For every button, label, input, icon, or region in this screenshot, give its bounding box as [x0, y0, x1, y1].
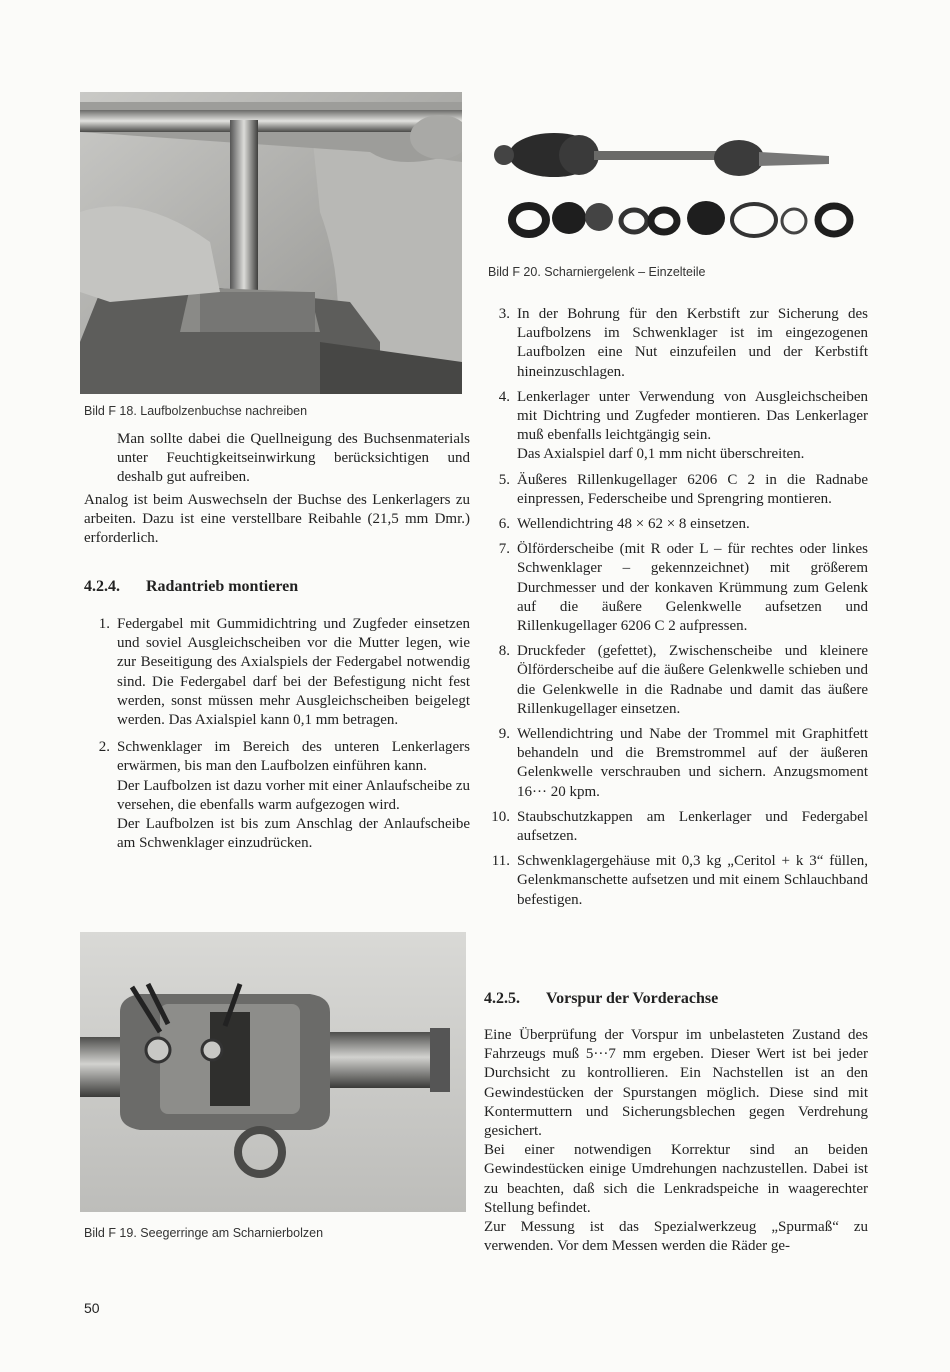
left-intro-paragraph-1: Man sollte dabei die Quellneigung des Buchsenmaterials unter Feuchtigkeitseinwirkung berücksichtigen und deshalb gut aufreiben.: [117, 431, 470, 486]
step-number: 6.: [498, 516, 510, 533]
step-text: Wellendichtring und Nabe der Trommel mit Graphitfett behandeln und die Bremstrommel auf der äußeren Gelenkwelle verschrauben und sichern. Anzugsmoment 16··· 20 kpm.: [517, 726, 868, 800]
step-text: Federgabel mit Gummidichtring und Zugfeder einsetzen und soviel Ausgleichscheiben vor die Mutter legen, wie zur Beseitigung des Axialspiels der Federgabel notwendig sind. Die Federgabel darf bei der Befestigung nicht fest werden, sonst müssen mehr Ausgleichscheiben beigelegt werden. Das Axialspiel kann 0,1 mm betragen.: [117, 616, 470, 729]
left-steps-list: [84, 615, 470, 853]
step-text: Schwenklagergehäuse mit 0,3 kg „Ceritol + k 3“ füllen, Gelenkmanschette aufsetzen und mit einem Schlauchband befestigen.: [517, 853, 868, 908]
figure-f18-caption: Bild F 18. Laufbolzenbuchse nachreiben: [84, 404, 308, 418]
step-text: Wellendichtring 48 × 62 × 8 einsetzen.: [517, 516, 750, 533]
list-item: [484, 515, 868, 534]
list-item: [484, 725, 868, 802]
list-item: [84, 738, 470, 853]
step-number: 5.: [498, 471, 510, 488]
step-number: 4.: [498, 388, 510, 405]
figure-f20-caption: Bild F 20. Scharniergelenk – Einzelteile: [488, 265, 706, 279]
step-text: Lenkerlager unter Verwendung von Ausgleichscheiben mit Dichtring und Zugfeder montieren. Das Lenkerlager muß ebenfalls leichtgängig sein.: [517, 388, 868, 444]
body-paragraph: Zur Messung ist das Spezialwerkzeug „Spurmaß“ zu verwenden. Vor dem Messen werden die Räder ge-: [484, 1219, 868, 1255]
page-number: 50: [84, 1300, 100, 1316]
circlips-illustration: [80, 932, 466, 1212]
step-number: 11.: [491, 853, 510, 870]
figure-f19-photo: [80, 932, 466, 1212]
list-item: [484, 388, 868, 465]
body-paragraph: Bei einer notwendigen Korrektur sind an beiden Gewindestücken einige Umdrehungen nachzustellen. Dabei ist zu beachten, daß sich die Lenkradspeiche in waagerechter Stellung befindet.: [484, 1142, 868, 1216]
list-item: [484, 305, 868, 382]
step-text: In der Bohrung für den Kerbstift zur Sicherung des Laufbolzens im Schwenklager ist im eingezogenen Laufbolzen eine Nut einzufeilen und der Kerbstift hineinzuschlagen.: [517, 306, 868, 380]
section-heading-4-2-5: [484, 990, 868, 1008]
step-number: 8.: [498, 643, 510, 660]
step-number: 7.: [498, 541, 510, 558]
list-item: [484, 540, 868, 636]
section-heading-4-2-4: [84, 578, 470, 596]
joint-parts-illustration: [484, 120, 872, 255]
section-number: 4.2.4.: [84, 578, 120, 595]
list-item: [484, 471, 868, 509]
step-text: Der Laufbolzen ist dazu vorher mit einer Anlaufscheibe zu versehen, die ebenfalls warm aufgezogen wird.: [117, 777, 470, 813]
list-item: [84, 615, 470, 730]
reamer-vise-illustration: [80, 92, 462, 394]
step-text: Schwenklager im Bereich des unteren Lenkerlagers erwärmen, bis man den Laufbolzen einführen kann.: [117, 739, 470, 775]
list-item: [484, 852, 868, 910]
figure-f20-photo: [484, 120, 872, 255]
body-paragraph: Eine Überprüfung der Vorspur im unbelasteten Zustand des Fahrzeugs muß 5···7 mm ergeben. Dieser Wert ist bei jeder Durchsicht zu kontrollieren. Ein Nachstellen ist an den Gewindestücken der Spurstangen möglich. Diese sind mit Kontermuttern und Sicherungsblechen gegen Verdrehung gesichert.: [484, 1027, 868, 1140]
step-number: 9.: [498, 726, 510, 743]
step-text: Staubschutzkappen am Lenkerlager und Federgabel aufsetzen.: [517, 808, 868, 845]
right-steps-list: [484, 305, 868, 910]
step-text: Äußeres Rillenkugellager 6206 C 2 in die Radnabe einpressen, Federscheibe und Sprengring montieren.: [517, 471, 868, 507]
left-intro-paragraph-2: Analog ist beim Auswechseln der Buchse des Lenkerlagers zu arbeiten. Dazu ist eine verstellbare Reibahle (21,5 mm Dmr.) erforderlich.: [84, 492, 470, 547]
figure-f19-caption: Bild F 19. Seegerringe am Scharnierbolzen: [84, 1226, 324, 1240]
step-number: 2.: [98, 739, 110, 756]
step-text: Der Laufbolzen ist bis zum Anschlag der Anlaufscheibe am Schwenklager einzudrücken.: [117, 816, 470, 852]
list-item: [484, 808, 868, 846]
section-number: 4.2.5.: [484, 990, 520, 1007]
step-number: 1.: [98, 616, 110, 632]
step-number: 3.: [498, 306, 510, 322]
list-item: [484, 642, 868, 719]
section-title: Vorspur der Vorderachse: [546, 990, 719, 1007]
right-body-text: [484, 1026, 868, 1256]
step-number: 10.: [491, 808, 510, 825]
step-text: Ölförderscheibe (mit R oder L – für rechtes oder linkes Schwenklager – gekennzeichnet) mit größerem Durchmesser und der konkaven Krümmung zum Gelenk auf die äußere Gelenkwelle aufsetzen und Rillenkugellager 6206 C 2 aufpressen.: [517, 541, 868, 635]
step-text: Druckfeder (gefettet), Zwischenscheibe und kleinere Ölförderscheibe auf die äußere Gelenkwelle schieben und die Gelenkwelle in die Radnabe und damit das äußere Rillenkugellager einsetzen.: [517, 643, 868, 717]
step-text: Das Axialspiel darf 0,1 mm nicht überschreiten.: [517, 446, 805, 463]
section-title: Radantrieb montieren: [146, 578, 299, 595]
figure-f18-photo: [80, 92, 462, 394]
